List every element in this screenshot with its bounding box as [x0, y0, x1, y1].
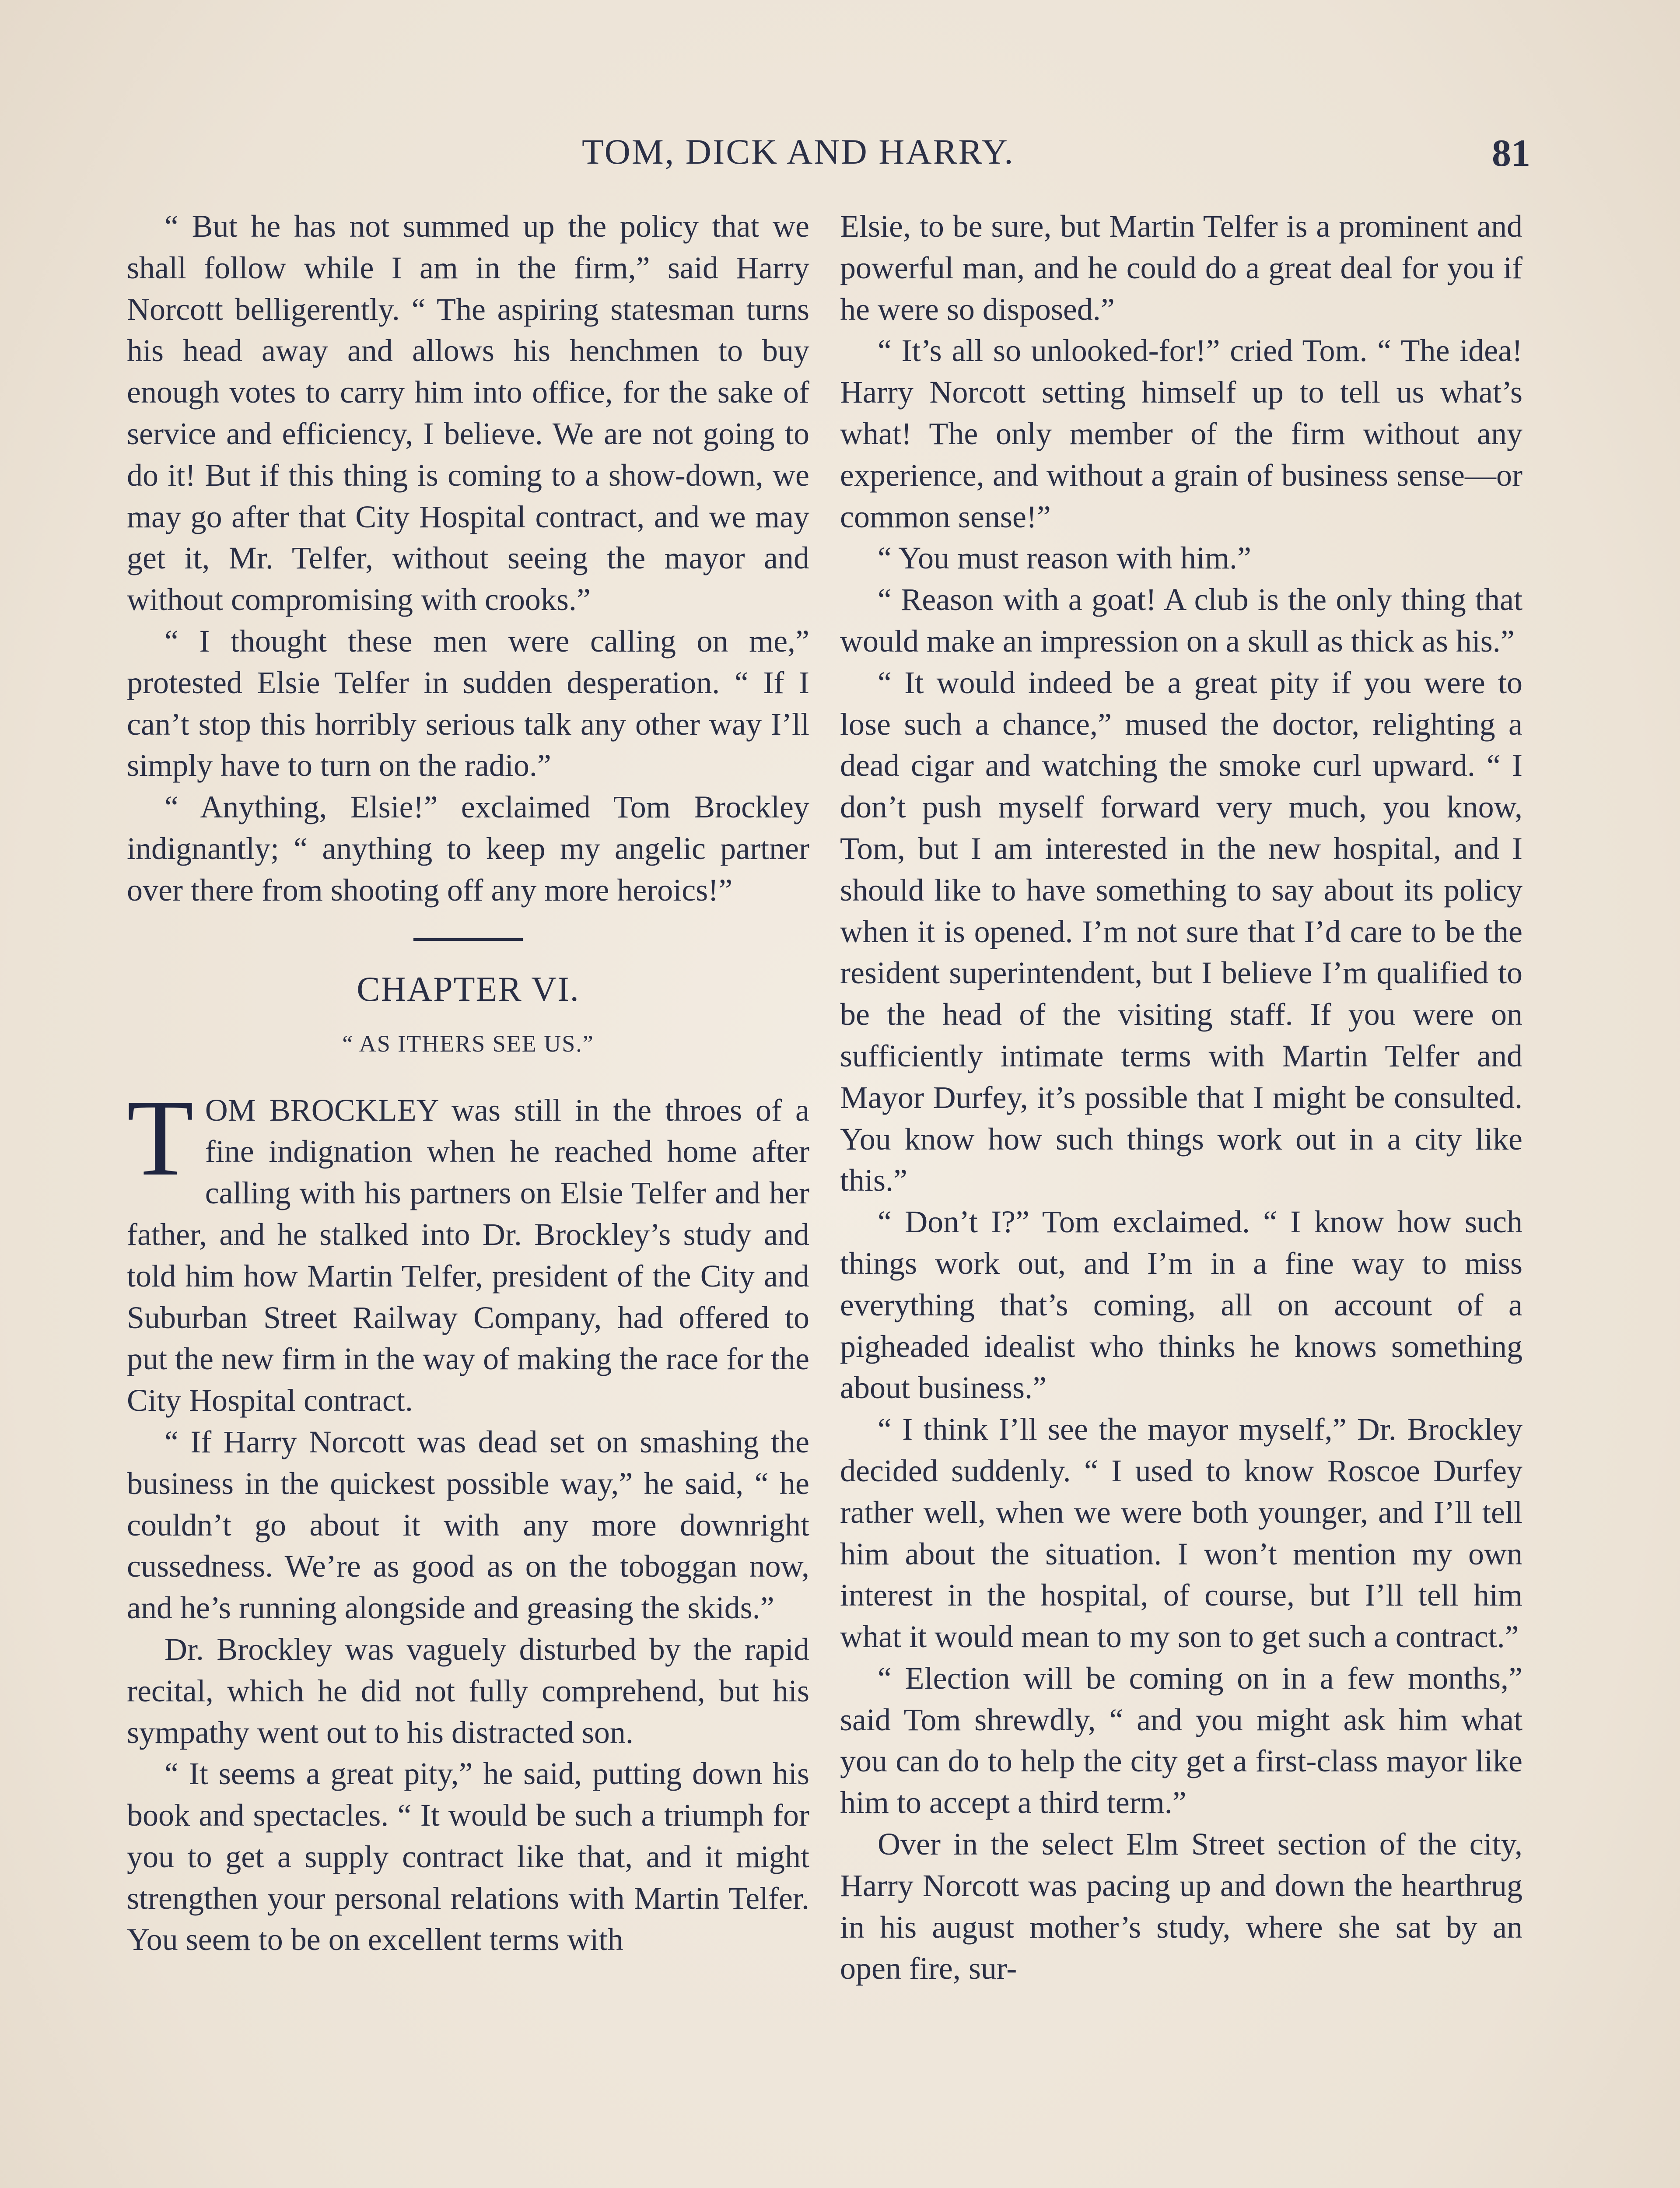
opening-text: OM BROCKLEY was still in the throes of a fine indignation when he reached home after calling with his partners on Elsie Telfer and her father, and he stalked into Dr. Brockley’s study and told him how Martin Telfer, president of the City and Suburban Street Railway Company, had offered to put the new firm in the way of making the race for the City Hospital contract. [127, 1092, 809, 1418]
paragraph: “ Reason with a goat! A club is the only thing that would make an impression on a skull as thick as his.” [840, 582, 1522, 659]
paragraph: Over in the select Elm Street section of the city, Harry Norcott was pacing up and down the hearthrug in his august mother’s study, where she sat by an open fire, sur- [840, 1827, 1522, 1986]
chapter-title: CHAPTER VI. [357, 970, 580, 1009]
page-number: 81 [1492, 132, 1530, 175]
paragraph: “ Don’t I?” Tom exclaimed. “ I know how such things work out, and I’m in a fine way to miss everything that’s coming, all on account of a pigheaded idealist who thinks he knows something about business.” [840, 1204, 1522, 1406]
drop-cap: T [127, 1077, 194, 1199]
chapter-opening-paragraph [127, 1077, 809, 1421]
section-divider [413, 938, 523, 941]
paragraph: “ You must reason with him.” [878, 540, 1251, 576]
paragraph: “ If Harry Norcott was dead set on smashing the business in the quickest possible way,” he said, “ he couldn’t go about it with any more downright cussedness. We’re as good as on the toboggan now, and he’s running alongside and greasing the skids.” [127, 1424, 809, 1626]
paragraph: Elsie, to be sure, but Martin Telfer is a prominent and powerful man, and he could do a great deal for you if he were so disposed.” [840, 209, 1522, 327]
paragraph: “ But he has not summed up the policy that we shall follow while I am in the firm,” said Harry Norcott belligerently. “ The aspiring statesman turns his head away and allows his henchmen to buy enough votes to carry him into office, for the sake of service and efficiency, I believe. We are not going to do it! But if this thing is coming to a show-down, we may go after that City Hospital contract, and we may get it, Mr. Telfer, without seeing the mayor and without compromising with crooks.” [127, 209, 809, 617]
paragraph: “ It would indeed be a great pity if you were to lose such a chance,” mused the doctor, relighting a dead cigar and watching the smoke curl upward. “ I don’t push myself forward very much, you know, Tom, but I am interested in the new hospital, and I should like to have something to say about its policy when it is opened. I’m not sure that I’d care to be the resident superintendent, but I believe I’m qualified to be the head of the visiting staff. If you were on sufficiently intimate terms with Martin Telfer and Mayor Durfey, it’s possible that I might be consulted. You know how such things work out in a city like this.” [840, 665, 1522, 1198]
paragraph: “ I thought these men were calling on me,” protested Elsie Telfer in sudden desperation. “ If I can’t stop this horribly serious talk any other way I’ll simply have to turn on the radio.” [127, 623, 809, 783]
paragraph: “ I think I’ll see the mayor myself,” Dr. Brockley decided suddenly. “ I used to know Roscoe Durfey rather well, when we were both younger, and I’ll tell him about the situation. I won’t mention my own interest in the hospital, of course, but I’ll tell him what it would mean to my son to get such a contract.” [840, 1412, 1522, 1655]
right-column [840, 206, 1522, 1989]
paragraph: “ It seems a great pity,” he said, putting down his book and spectacles. “ It would be such a triumph for you to get a supply contract like that, and it might strengthen your personal relations with Martin Telfer. You seem to be on excellent terms with [127, 1756, 809, 1957]
left-column [127, 206, 809, 1960]
chapter-subtitle: “ AS ITHERS SEE US.” [342, 1030, 594, 1057]
paragraph: “ Election will be coming on in a few months,” said Tom shrewdly, “ and you might ask him what you can do to help the city get a first-class mayor like him to accept a third term.” [840, 1660, 1522, 1820]
paragraph: “ Anything, Elsie!” exclaimed Tom Brockley indignantly; “ anything to keep my angelic partner over there from shooting off any more heroics!” [127, 789, 809, 908]
running-head: TOM, DICK AND HARRY. [582, 132, 1015, 172]
paragraph: “ It’s all so unlooked-for!” cried Tom. “ The idea! Harry Norcott setting himself up to tell us what’s what! The only member of the firm without any experience, and without a grain of business sense—or common sense!” [840, 333, 1522, 534]
paragraph: Dr. Brockley was vaguely disturbed by the rapid recital, which he did not fully comprehend, but his sympathy went out to his distracted son. [127, 1631, 809, 1750]
